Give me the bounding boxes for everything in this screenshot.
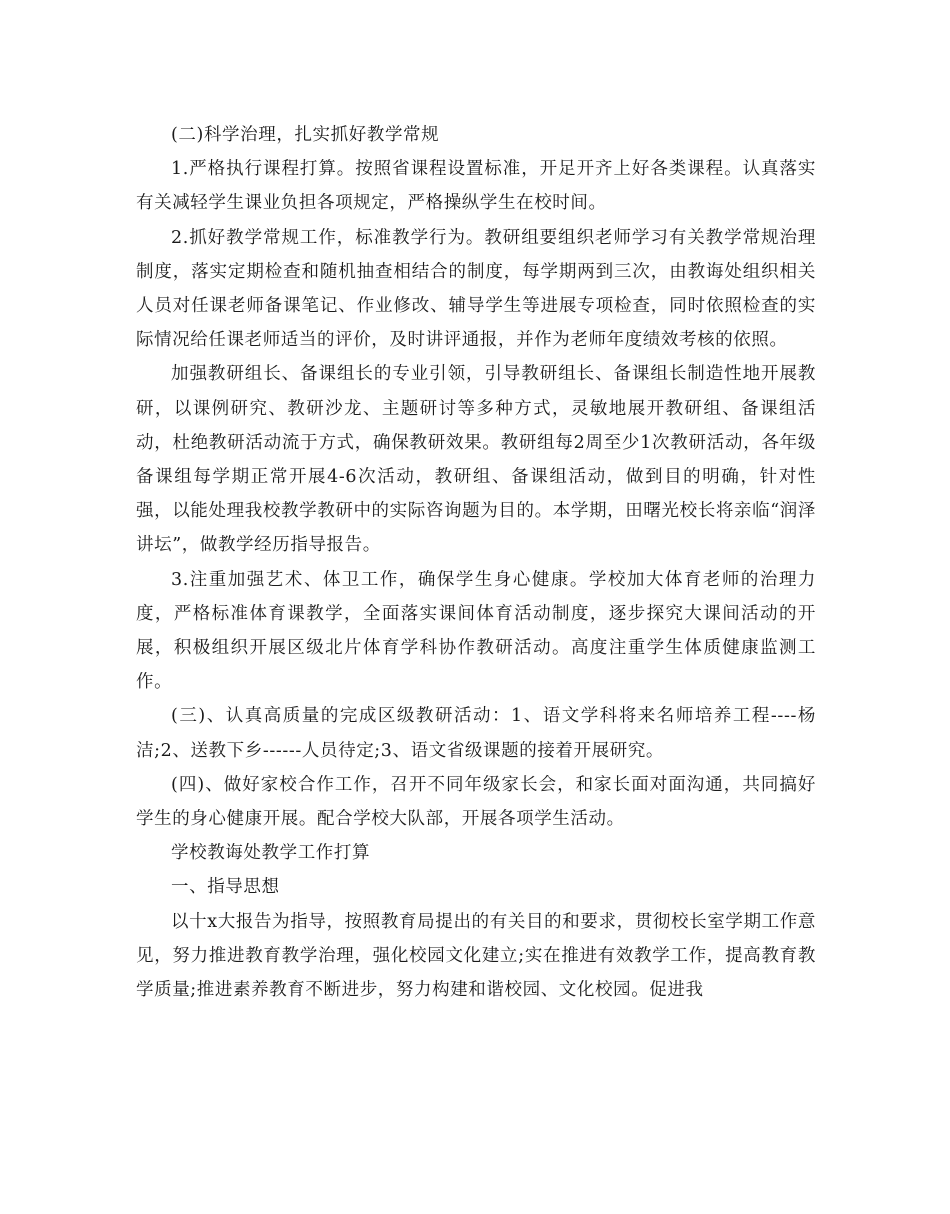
paragraph-course-plan: 1.严格执行课程打算。按照省课程设置标准，开足开齐上好各类课程。认真落实有关减轻学生课业负担各项规定，严格操纵学生在校时间。 bbox=[136, 159, 816, 214]
section-heading-guiding-ideology: 一、指导思想 bbox=[171, 877, 280, 898]
paragraph-guiding-ideology: 以十x大报告为指导，按照教育局提出的有关目的和要求，贯彻校长室学期工作意见，努力推进教育教学治理，强化校园文化建立;实在推进有效教学工作，提高教育教学质量;推进素养教育不断进步，努力构建和谐校园、文化校园。促进我 bbox=[136, 911, 816, 1001]
subtitle-teaching-plan: 学校教诲处教学工作打算 bbox=[171, 843, 371, 864]
paragraph-teaching-routine: 2.抓好教学常规工作，标准教学行为。教研组要组织老师学习有关教学常规治理制度，落实定期检查和随机抽查相结合的制度，每学期两到三次，由教诲处组织相关人员对任课老师备课笔记、作业修改、辅导学生等进展专项检查，同时依照检查的实际情况给任课老师适当的评价，及时讲评通报，并作为老师年度绩效考核的依照。 bbox=[136, 227, 816, 351]
paragraph-arts-sports: 3.注重加强艺术、体卫工作，确保学生身心健康。学校加大体育老师的治理力度，严格标准体育课教学，全面落实课间体育活动制度，逐步探究大课间活动的开展，积极组织开展区级北片体育学科协作教研活动。高度注重学生体质健康监测工作。 bbox=[136, 569, 816, 693]
section-heading-science-management: (二)科学治理，扎实抓好教学常规 bbox=[171, 125, 440, 145]
document-body bbox=[136, 118, 816, 1007]
paragraph-teaching-research: 加强教研组长、备课组长的专业引领，引导教研组长、备课组长制造性地开展教研，以课例研究、教研沙龙、主题研讨等多种方式，灵敏地展开教研组、备课组活动，杜绝教研活动流于方式，确保教研效果。教研组每2周至少1次教研活动，各年级备课组每学期正常开展4-6次活动，教研组、备课组活动，做到目的明确，针对性强，以能处理我校教学教研中的实际咨询题为目的。本学期，田曙光校长将亲临“润泽讲坛”，做教学经历指导报告。 bbox=[136, 364, 816, 556]
paragraph-district-research: (三)、认真高质量的完成区级教研活动：1、语文学科将来名师培养工程----杨洁;2、送教下乡------人员待定;3、语文省级课题的接着开展研究。 bbox=[136, 706, 816, 761]
paragraph-home-school: (四)、做好家校合作工作，召开不同年级家长会，和家长面对面沟通，共同搞好学生的身心健康开展。配合学校大队部，开展各项学生活动。 bbox=[136, 774, 816, 830]
